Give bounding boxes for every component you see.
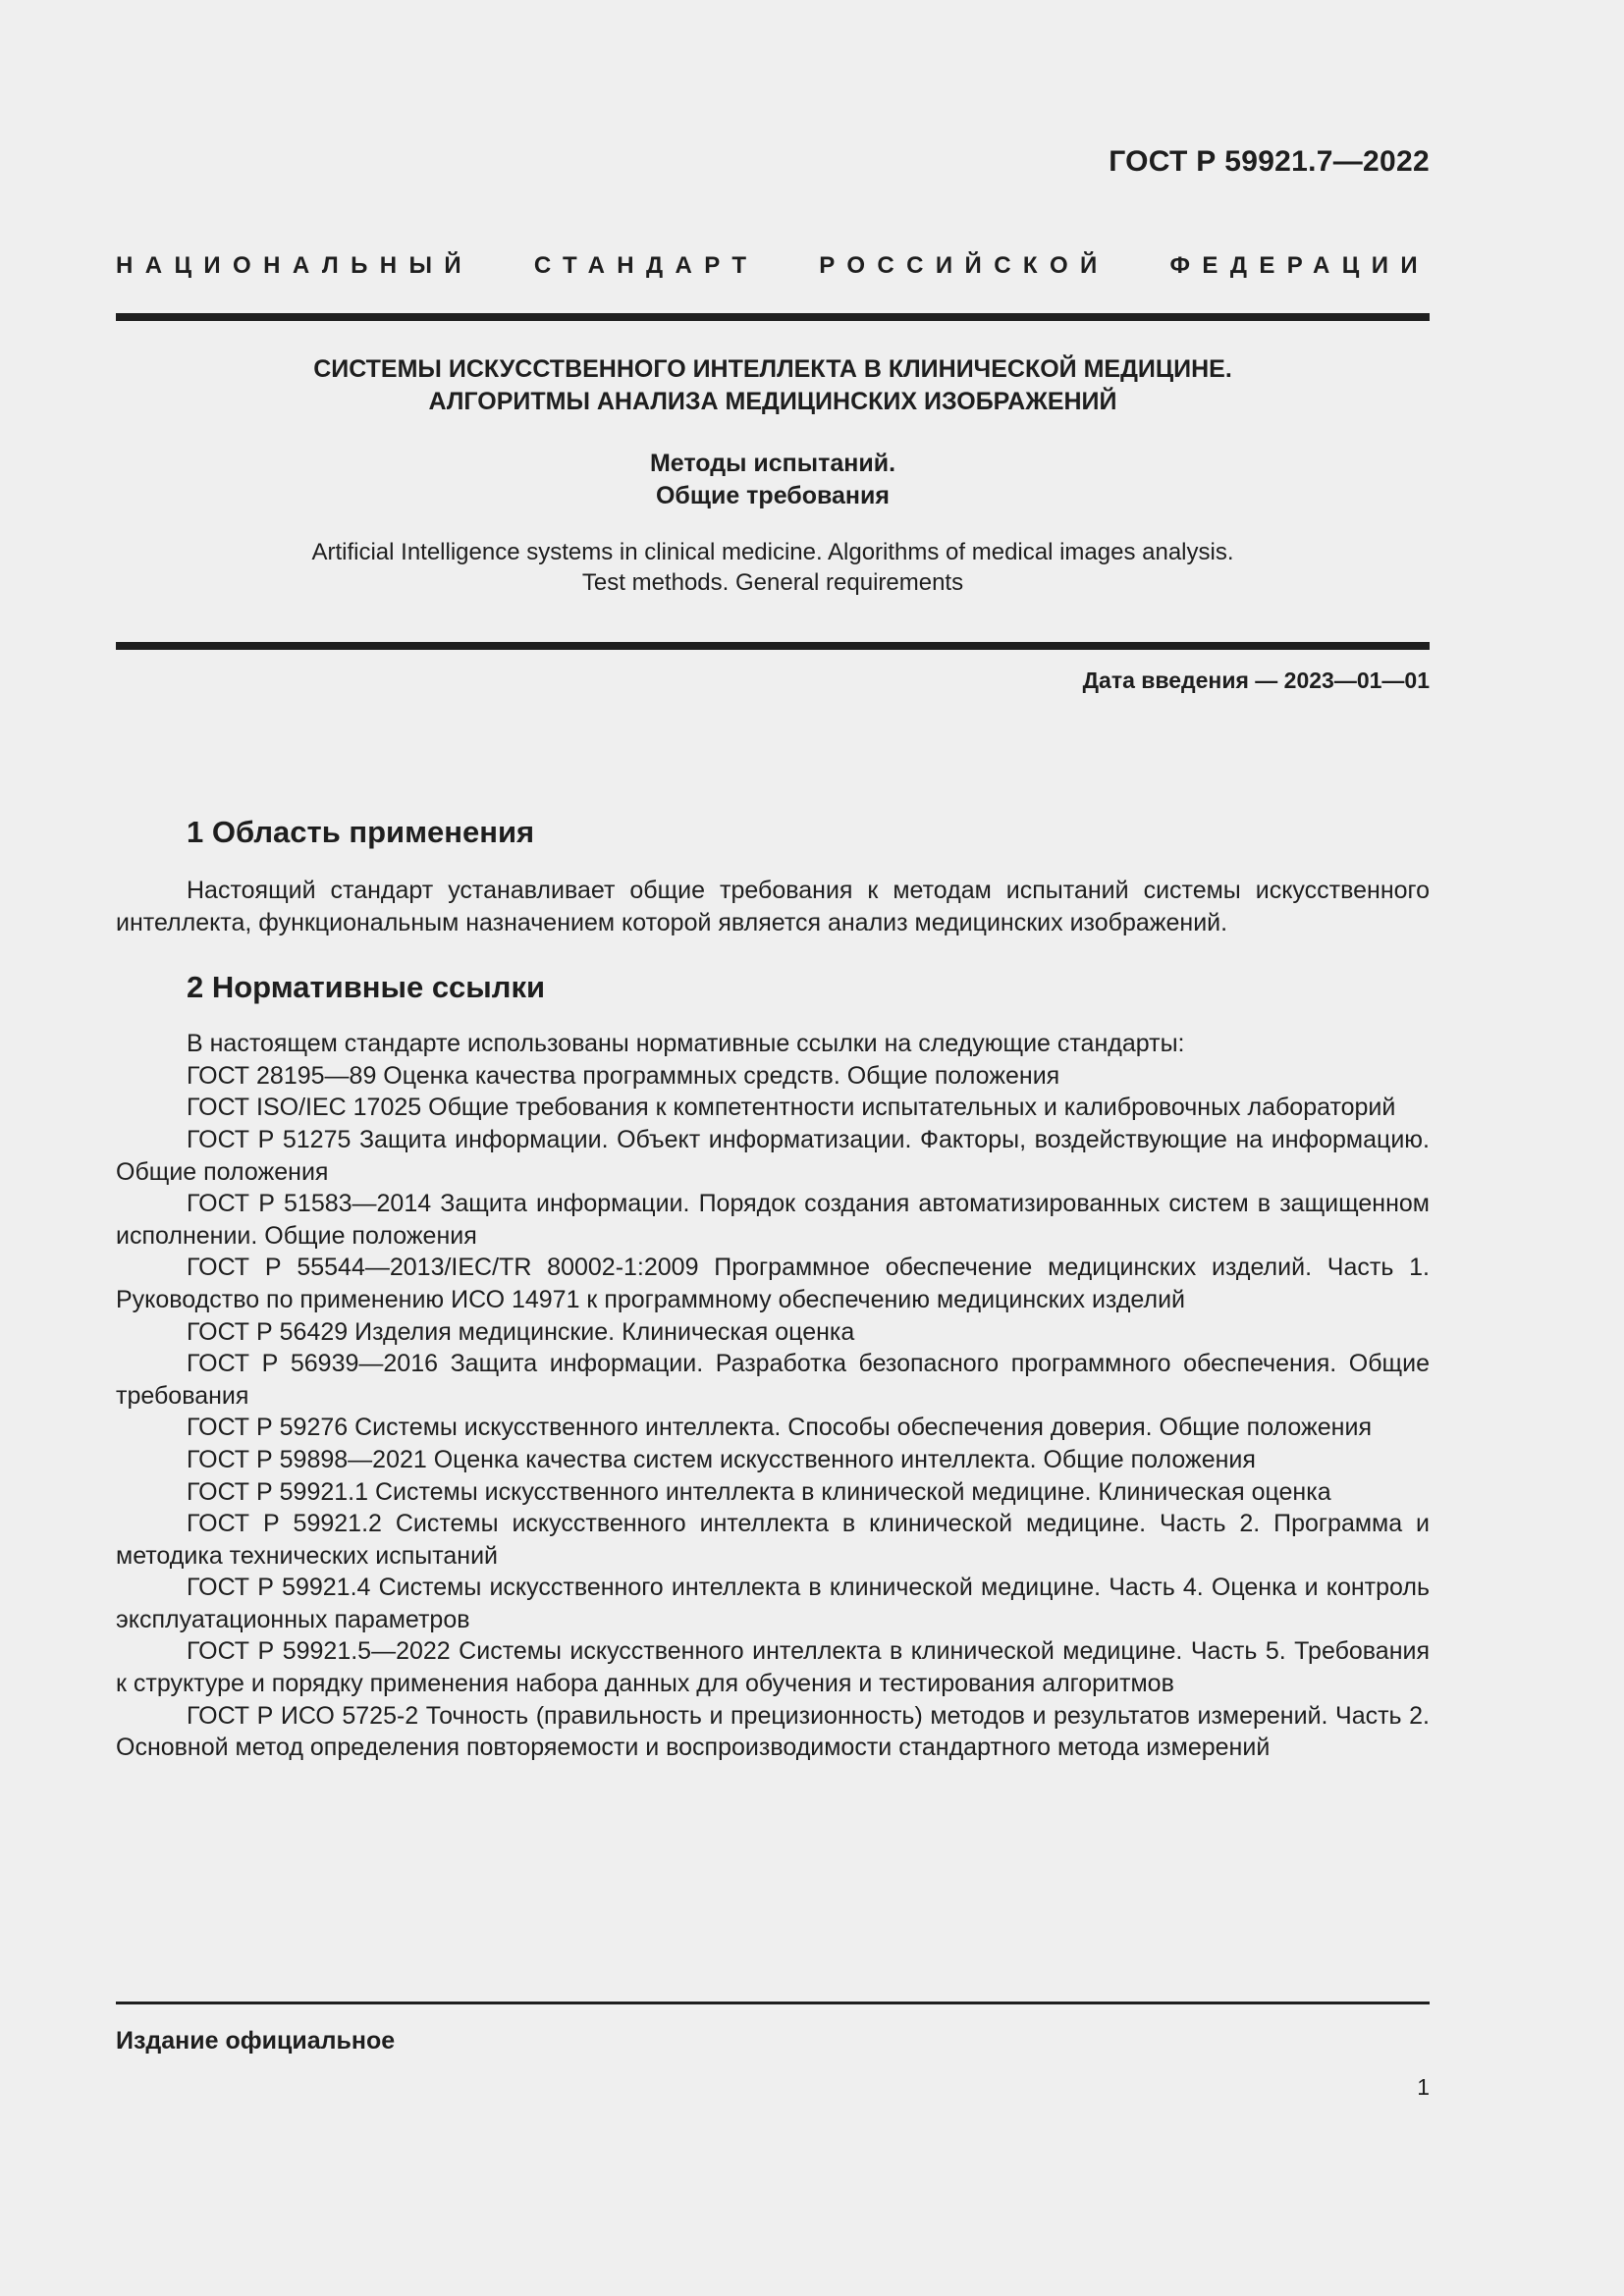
title-ru-line1: СИСТЕМЫ ИСКУССТВЕННОГО ИНТЕЛЛЕКТА В КЛИНИЧЕСКОЙ МЕДИЦИНЕ. — [313, 355, 1232, 383]
page-number: 1 — [1417, 2074, 1430, 2100]
subtitle-ru — [116, 448, 1430, 512]
national-standard-banner: НАЦИОНАЛЬНЫЙ СТАНДАРТ РОССИЙСКОЙ ФЕДЕРАЦИИ — [116, 252, 1430, 279]
section-2-intro: В настоящем стандарте использованы нормативные ссылки на следующие стандарты: — [187, 1030, 1185, 1058]
reference-item: ГОСТ Р 56429 Изделия медицинские. Клиническая оценка — [187, 1317, 855, 1346]
reference-item: ГОСТ Р 59921.4 Системы искусственного интеллекта в клинической медицине. Часть 4. Оценка и контроль эксплуатационных параметров — [116, 1574, 1430, 1633]
reference-item: ГОСТ Р 59921.5—2022 Системы искусственного интеллекта в клинической медицине. Часть 5. Требования к структуре и порядку применения набора данных для обучения и тестирования алгоритмов — [116, 1637, 1430, 1698]
standard-number: ГОСТ Р 59921.7—2022 — [1109, 145, 1430, 178]
middle-divider — [116, 642, 1430, 650]
reference-item: ГОСТ ISO/IEC 17025 Общие требования к компетентности испытательных и калибровочных лабораторий — [187, 1094, 1396, 1122]
reference-item: ГОСТ Р 59898—2021 Оценка качества систем искусственного интеллекта. Общие положения — [187, 1445, 1256, 1473]
introduction-date: Дата введения — 2023—01—01 — [1082, 667, 1430, 693]
title-block — [116, 353, 1430, 598]
title-ru — [116, 353, 1430, 418]
section-1-text: Настоящий стандарт устанавливает общие требования к методам испытаний системы искусственного интеллекта, функциональным назначением которой является анализ медицинских изображений. — [116, 877, 1430, 936]
title-en-line2: Test methods. General requirements — [581, 569, 964, 596]
footer-divider — [116, 2002, 1430, 2004]
reference-item: ГОСТ Р 55544—2013/IEC/TR 80002-1:2009 Программное обеспечение медицинских изделий. Часть 1. Руководство по применению ИСО 14971 к программному обеспечению медицинских изделий — [116, 1254, 1430, 1313]
reference-item: ГОСТ Р 59921.2 Системы искусственного интеллекта в клинической медицине. Часть 2. Программа и методика технических испытаний — [116, 1510, 1430, 1570]
official-edition-label: Издание официальное — [116, 2027, 396, 2055]
title-en-line1: Artificial Intelligence systems in clinical medicine. Algorithms of medical images analysis. — [311, 539, 1234, 565]
section-1-heading: 1 Область применения — [187, 815, 535, 849]
reference-item: ГОСТ Р ИСО 5725-2 Точность (правильность и прецизионность) методов и результатов измерений. Часть 2. Основной метод определения повторяемости и воспроизводимости стандартного метода измерений — [116, 1701, 1430, 1762]
top-divider — [116, 313, 1430, 321]
reference-item: ГОСТ Р 51583—2014 Защита информации. Порядок создания автоматизированных систем в защищенном исполнении. Общие положения — [116, 1190, 1430, 1250]
section-2-heading: 2 Нормативные ссылки — [187, 970, 546, 1005]
subtitle-ru-line1: Методы испытаний. — [649, 450, 896, 477]
reference-item: ГОСТ 28195—89 Оценка качества программных средств. Общие положения — [187, 1061, 1060, 1090]
reference-item: ГОСТ Р 51275 Защита информации. Объект информатизации. Факторы, воздействующие на информацию. Общие положения — [116, 1125, 1430, 1186]
title-ru-line2: АЛГОРИТМЫ АНАЛИЗА МЕДИЦИНСКИХ ИЗОБРАЖЕНИЙ — [428, 388, 1117, 415]
reference-item: ГОСТ Р 59921.1 Системы искусственного интеллекта в клинической медицине. Клиническая оценка — [187, 1477, 1331, 1506]
document-body — [116, 813, 1430, 1764]
title-en — [116, 537, 1430, 598]
reference-item: ГОСТ Р 56939—2016 Защита информации. Разработка безопасного программного обеспечения. Общие требования — [116, 1350, 1430, 1410]
reference-item: ГОСТ Р 59276 Системы искусственного интеллекта. Способы обеспечения доверия. Общие положения — [187, 1414, 1372, 1442]
subtitle-ru-line2: Общие требования — [655, 482, 890, 509]
